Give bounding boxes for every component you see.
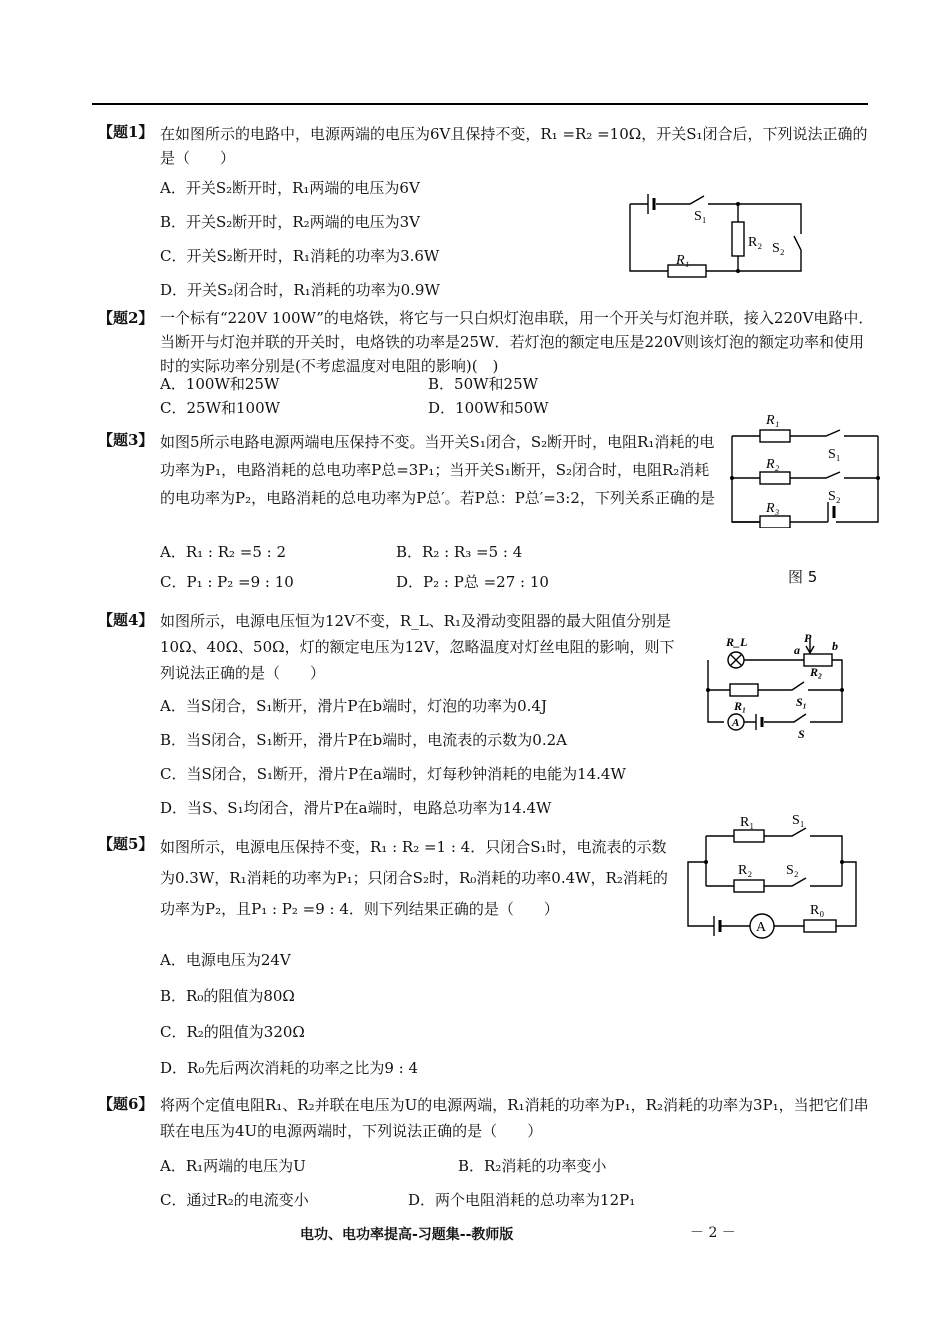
circuit-diagram-q5 xyxy=(684,806,864,946)
question-tag: 【题5】 xyxy=(98,835,154,853)
option-b: B．当S闭合，S₁断开，滑片P在b端时，电流表的示数为0.2A xyxy=(160,731,567,749)
label-s1: S₁ xyxy=(694,209,707,224)
question-2 xyxy=(98,306,878,417)
option-c: C．开关S₂断开时，R₁消耗的功率为3.6W xyxy=(160,247,440,265)
question-stem: 如图5所示电路电源两端电压保持不变。当开关S₁闭合，S₂断开时，电阻R₁消耗的电功率为P₁，电路消耗的总电功率P总=3P₁；当开关S₁断开，S₂闭合时，电阻R₂消耗的电功率为P₂，电路消耗的总电功率为P总′。若P总：P总′=3:2，下列关系正确的是 xyxy=(160,433,715,507)
label-r3: R₃ xyxy=(766,501,780,516)
option-c: C．通过R₂的电流变小 xyxy=(160,1191,309,1209)
option-d: D．R₀先后两次消耗的功率之比为9 : 4 xyxy=(160,1059,419,1077)
option-a: A．电源电压为24V xyxy=(160,951,291,969)
label-r1: R₁ xyxy=(740,815,755,830)
option-a: A．R₁ : R₂ =5 : 2 xyxy=(160,543,287,561)
label-r1: R₁ xyxy=(734,699,747,713)
circuit-diagram-q3 xyxy=(728,410,883,528)
question-stem: 如图所示，电源电压保持不变，R₁ : R₂ =1 : 4．只闭合S₁时，电流表的示数为0.3W，R₁消耗的功率为P₁；只闭合S₂时，R₀消耗的功率0.4W，R₂消耗的功率为P₂，且P₁ : P₂ =9 : 4．则下列结果正确的是（ ） xyxy=(160,838,668,918)
label-s1: S₁ xyxy=(792,813,805,828)
label-s2: S₂ xyxy=(786,863,799,878)
option-c: C．R₂的阻值为320Ω xyxy=(160,1023,305,1041)
label-ammeter: A xyxy=(732,717,740,729)
question-tag: 【题3】 xyxy=(98,431,154,449)
label-b: b xyxy=(832,639,838,653)
label-p: P xyxy=(804,632,812,645)
label-r0: R₀ xyxy=(810,903,825,918)
circuit-diagram-q1 xyxy=(626,186,816,286)
option-d: D．开关S₂闭合时，R₁消耗的功率为0.9W xyxy=(160,281,440,299)
option-b: B．R₀的阻值为80Ω xyxy=(160,987,295,1005)
question-tag: 【题4】 xyxy=(98,611,154,629)
question-tag: 【题1】 xyxy=(98,123,154,141)
header-rule xyxy=(92,103,868,105)
question-6 xyxy=(98,1092,878,1209)
question-tag: 【题6】 xyxy=(98,1095,154,1113)
question-stem: 如图所示，电源电压恒为12V不变，R_L、R₁及滑动变阻器的最大阻值分别是10Ω、40Ω、50Ω，灯的额定电压为12V，忽略温度对灯丝电阻的影响，则下列说法正确的是（ ） xyxy=(160,612,675,682)
label-s2: S₂ xyxy=(828,489,841,504)
label-r1: R₁ xyxy=(676,253,690,268)
option-b: B．R₂消耗的功率变小 xyxy=(458,1157,607,1175)
option-a: A．开关S₂断开时，R₁两端的电压为6V xyxy=(160,179,420,197)
option-b: B．50W和25W xyxy=(428,375,539,393)
option-c: C．25W和100W xyxy=(160,399,281,417)
question-3 xyxy=(98,428,718,591)
label-rl: R_L xyxy=(726,635,748,649)
figure-caption: 图 5 xyxy=(788,568,818,586)
label-r1: R₁ xyxy=(766,413,780,428)
option-d: D．当S、S₁均闭合，滑片P在a端时，电路总功率为14.4W xyxy=(160,799,552,817)
label-r2: R₂ xyxy=(766,457,780,472)
option-d: D．两个电阻消耗的总功率为12P₁ xyxy=(408,1191,636,1209)
question-stem: 将两个定值电阻R₁、R₂并联在电压为U的电源两端，R₁消耗的功率为P₁，R₂消耗的功率为3P₁，当把它们串联在电压为4U的电源两端时，下列说法正确的是（ ） xyxy=(160,1096,869,1140)
option-a: A．当S闭合，S₁断开，滑片P在b端时，灯泡的功率为0.4J xyxy=(160,697,547,715)
label-s2: S₂ xyxy=(772,241,785,256)
question-stem: 在如图所示的电路中，电源两端的电压为6V且保持不变，R₁ =R₂ =10Ω，开关S₁闭合后，下列说法正确的是（ ） xyxy=(160,125,868,167)
circuit-diagram-q4 xyxy=(700,632,850,744)
question-tag: 【题2】 xyxy=(98,309,154,327)
label-r2: R₂ xyxy=(810,665,823,679)
label-a: a xyxy=(794,643,800,657)
label-r2: R₂ xyxy=(748,235,763,250)
label-r2: R₂ xyxy=(738,863,753,878)
label-s1: S₁ xyxy=(828,447,841,462)
option-d: D．100W和50W xyxy=(428,399,549,417)
option-c: C．当S闭合，S₁断开，滑片P在a端时，灯每秒钟消耗的电能为14.4W xyxy=(160,765,626,783)
question-1 xyxy=(98,120,878,299)
page-number: － 2 － xyxy=(690,1225,736,1241)
option-a: A．R₁两端的电压为U xyxy=(160,1157,306,1175)
question-stem: 一个标有“220V 100W”的电烙铁，将它与一只白炽灯泡串联，用一个开关与灯泡并联，接入220V电路中．当断开与灯泡并联的开关时，电烙铁的功率是25W．若灯泡的额定电压是220V则该灯泡的额定功率和使用时的实际功率分别是(不考虑温度对电阻的影响)( ) xyxy=(160,309,874,375)
option-c: C．P₁ : P₂ =9 : 10 xyxy=(160,573,294,591)
option-b: B．开关S₂断开时，R₂两端的电压为3V xyxy=(160,213,420,231)
option-a: A．100W和25W xyxy=(160,375,280,393)
label-s1: S₁ xyxy=(796,695,807,709)
label-s: S xyxy=(798,727,805,741)
option-d: D．P₂ : P总 =27 : 10 xyxy=(396,573,549,591)
label-ammeter: A xyxy=(756,920,767,935)
footer-title: 电功、电功率提高-习题集--教师版 xyxy=(300,1227,514,1243)
option-b: B．R₂ : R₃ =5 : 4 xyxy=(396,543,523,561)
